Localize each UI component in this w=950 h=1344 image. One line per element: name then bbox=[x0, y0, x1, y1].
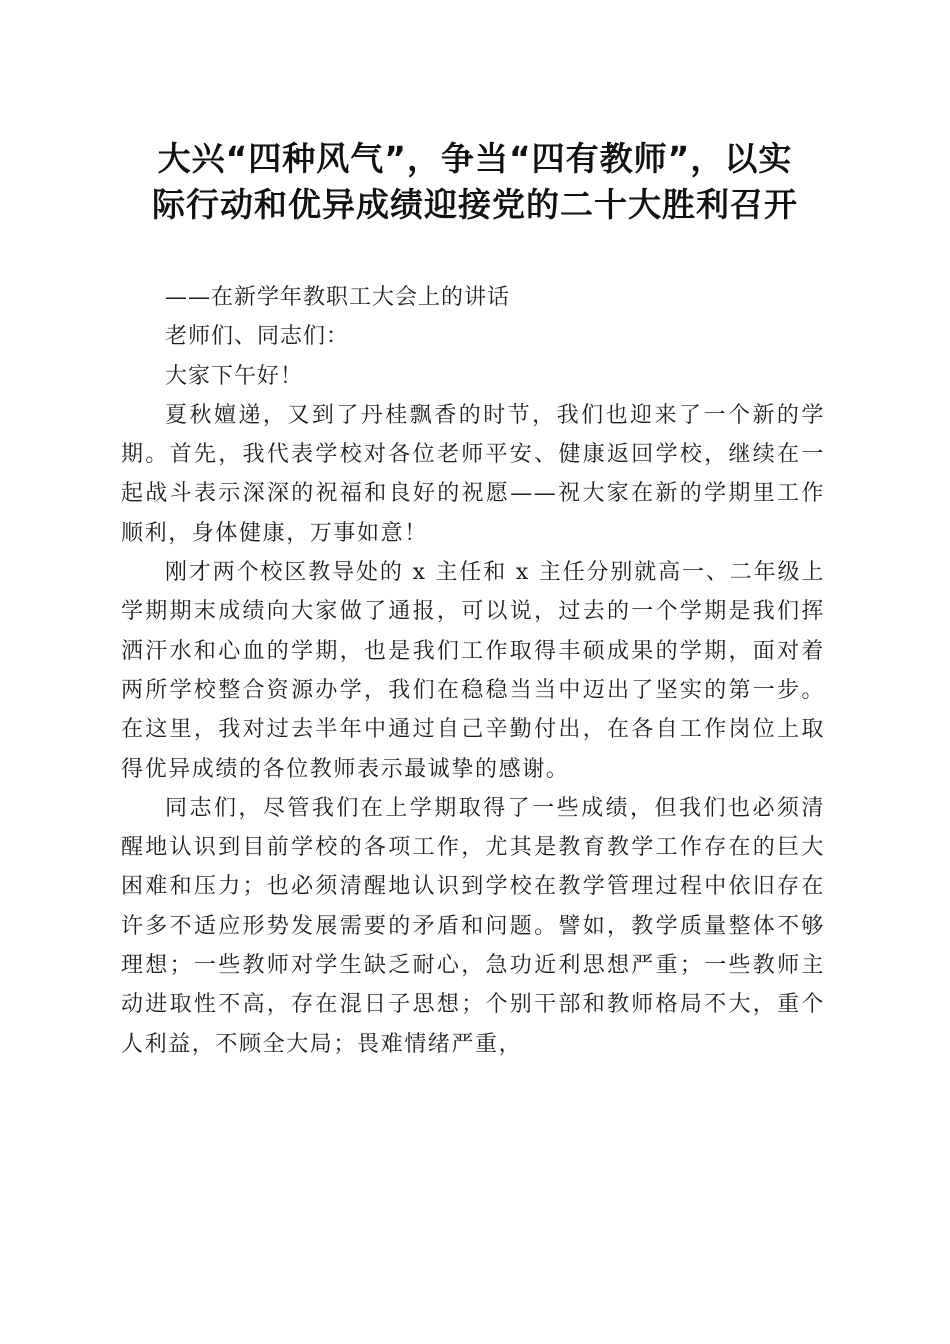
title-line-2: 际行动和优异成绩迎接党的二十大胜利召开 bbox=[152, 185, 798, 224]
salutation: 老师们、同志们： bbox=[165, 324, 350, 350]
paragraph-3: 同志们，尽管我们在上学期取得了一些成绩，但我们也必须清醒地认识到目前学校的各项工作，尤其是教育教学工作存在的巨大困难和压力；也必须清醒地认识到学校在教学管理过程中依旧存在许多不适应形势发展需要的矛盾和问题。譬如，教学质量整体不够理想；一些教师对学生缺乏耐心，急功近利思想严重；一些教师主动进取性不高，存在混日子思想；个别干部和教师格局不大，重个人利益，不顾全大局；畏难情绪严重， bbox=[121, 795, 825, 1057]
paragraph-1: 夏秋嬗递，又到了丹桂飘香的时节，我们也迎来了一个新的学期。首先，我代表学校对各位老师平安、健康返回学校，继续在一起战斗表示深深的祝福和良好的祝愿——祝大家在新的学期里工作顺利，身体健康，万事如意！ bbox=[121, 402, 825, 546]
paragraph-2: 刚才两个校区教导处的 x 主任和 x 主任分别就高一、二年级上学期期末成绩向大家做了通报，可以说，过去的一个学期是我们挥洒汗水和心血的学期，也是我们工作取得丰硕成果的学期，面对着两所学校整合资源办学，我们在稳稳当当中迈出了坚实的第一步。在这里，我对过去半年中通过自己辛勤付出，在各自工作岗位上取得优异成绩的各位教师表示最诚挚的感谢。 bbox=[121, 560, 825, 782]
title-line-1: 大兴“四种风气”，争当“四有教师”，以实 bbox=[157, 139, 793, 178]
document-title bbox=[100, 136, 850, 228]
greeting: 大家下午好！ bbox=[165, 363, 304, 389]
subtitle: ——在新学年教职工大会上的讲话 bbox=[165, 285, 511, 310]
document-body bbox=[121, 278, 825, 1064]
